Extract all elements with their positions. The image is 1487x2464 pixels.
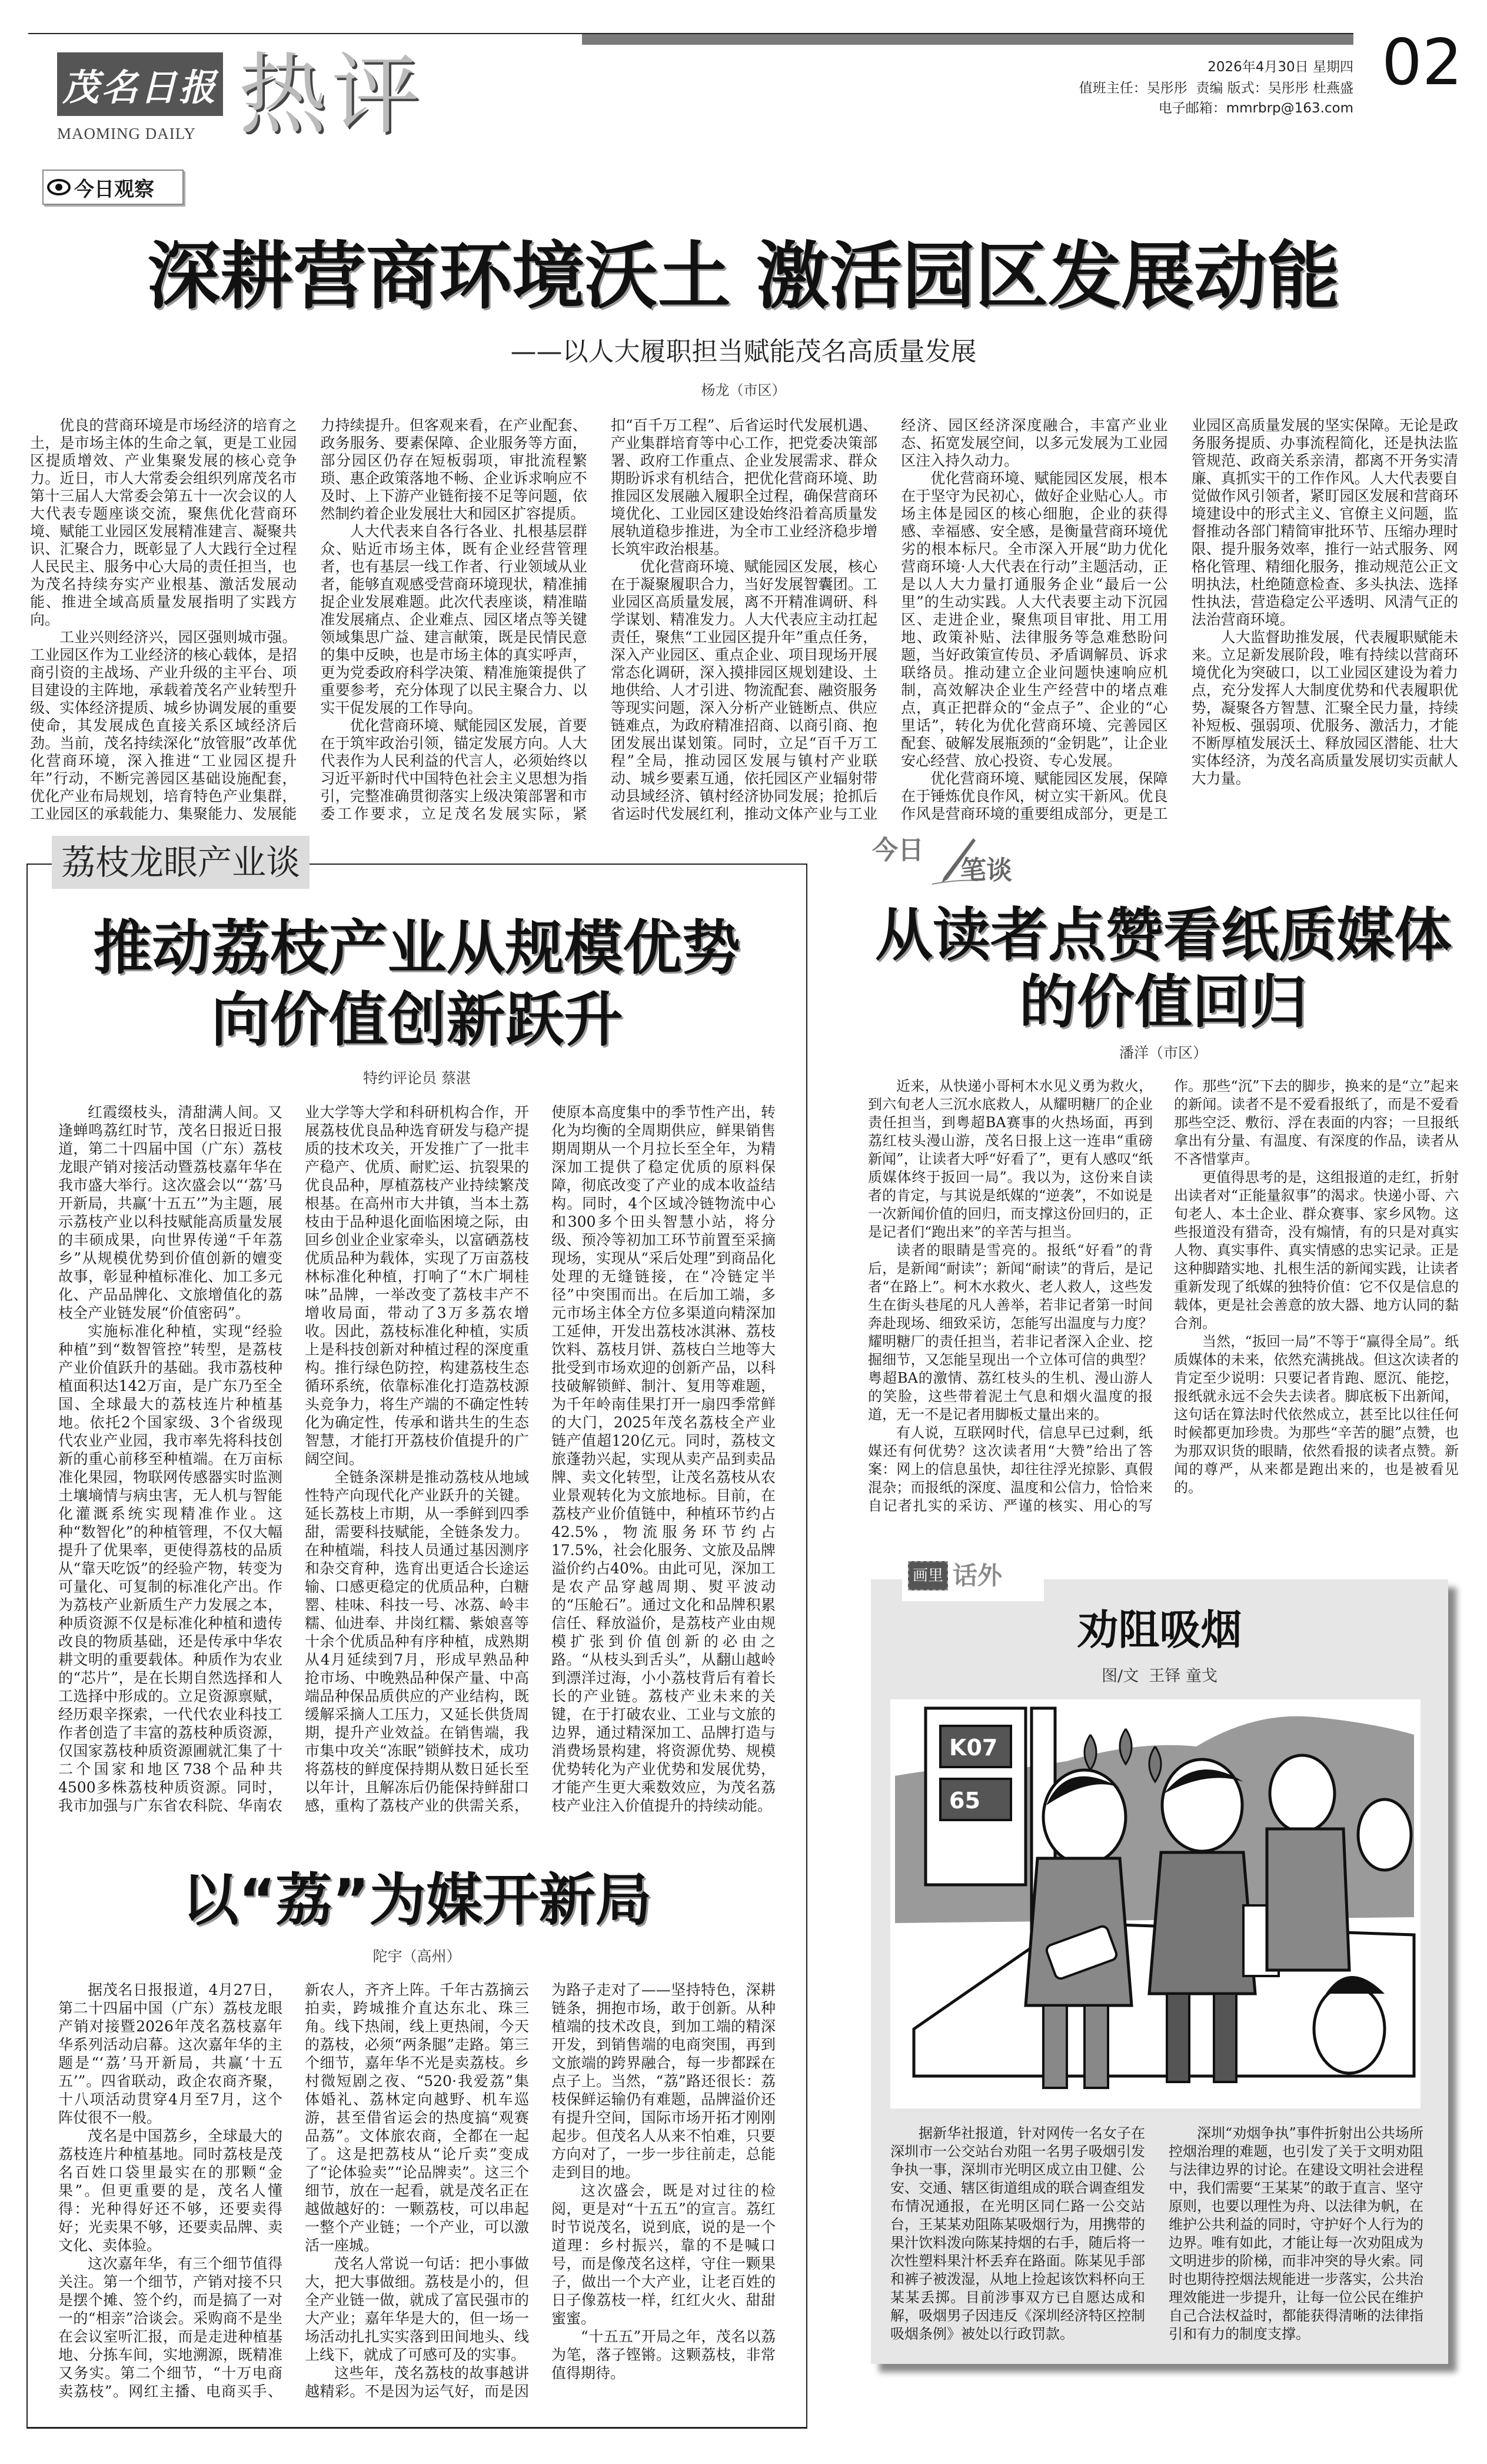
badge-text: 今日观察 [74, 177, 154, 201]
badge-text-1: 画里 [908, 1561, 948, 1590]
paragraph: 全链条深耕是推动荔枝从地域性特产向现代化产业跃升的关键。延长荔枝上市期，从一季鲜到四季甜，需要科技赋能，全链条发力。在种植端，科技人员通过基因测序和杂交育种，选育出更适合长途运输、口感更稳定的优质品种，白糖罂、桂味、科技一号、冰荔、岭丰糯、仙进奉、井岗红糯、紫娘喜等十余个优质品种有序种植，成熟期从4月延续到7月，形成早熟品种抢市场、中晚熟品种保产量、中高端品种保品质供应的产业结构，既缓解采摘人工压力，又延长供货周期，提升产业效益。在销售端，我市集中攻关“冻眠”锁鲜技术，成功将荔枝的鲜度保持期从数日延长至以年计，且解冻后仍能保持鲜甜口感，重构了荔枝产业的供需关系，使原本高度集中的季节性产出，转化为均衡的全周期供应，鲜果销售期周期从一个月拉长至全年，为精深加工提供了稳定优质的原料保障，彻底改变了产业的成本收益结构。同时，4个区域冷链物流中心和300多个田头智慧小站，将分级、预冷等初加工环节前置至采摘现场，实现从“采后处理”到商品化处理的无缝链接，在“冷链定半径”中突围而出。在后加工端，多元市场主体全方位多渠道向精深加工延伸，开发出荔枝冰淇淋、荔枝饮料、荔枝月饼、荔枝白兰地等大批受到市场欢迎的创新产品，以科技破解锁鲜、制汁、复用等难题，为千年岭南佳果打开一扇四季常鲜的大门，2025年茂名荔枝全产业链产值超120亿元。同时，荔枝文旅蓬勃兴起，实现从卖产品到卖品牌、卖文化转型，让茂名荔枝从农业景观转化为文旅地标。目前，在荔枝产业价值链中，种植环节约占42.5%，物流服务环节约占17.5%，社会化服务、文旅及品牌溢价约占40%。由此可见，深加工是农产品穿越周期、熨平波动的“压舱石”。通过文化和品牌积累信任、释放溢价，是荔枝产业由规模扩张到价值创新的必由之路。“从枝头到舌头”，从翻山越岭到漂洋过海，小小荔枝背后有着长长的产业链。荔枝产业未来的关键，在于打破农业、工业与文旅的边界，通过精深加工、品牌打造与消费场景构建，将资源优势、规模优势转化为产业优势和发展优势，才能产生更大乘数效应，为茂名荔枝产业注入价值提升的持续动能。 [305, 1104, 776, 1814]
cartoon-panel [871, 1579, 1448, 2364]
issue-date: 2026年4月30日 星期四 [1207, 59, 1353, 75]
newspaper-logo [57, 52, 223, 116]
essay-headline-line1: 从读者点赞看纸质媒体 [874, 902, 1452, 969]
lychee-headline-line2: 向价值创新跃升 [211, 985, 623, 1054]
lychee-section-frame [26, 864, 807, 2429]
editor-credits: 值班主任：吴彤彤 责编 版式：吴彤彤 杜燕盛 [1079, 81, 1353, 96]
section-label-lychee: 荔枝龙眼产业谈 [52, 836, 310, 889]
contact-email: 电子邮箱：mmrbrp@163.com [1158, 101, 1353, 116]
cartoon-commentary [890, 2124, 1423, 2343]
paragraph: 茂名是中国荔乡，全球最大的荔枝连片种植基地。同时荔枝是茂名百姓口袋里最实在的那颗“金果”。但更重要的是，茂名人懂得：光种得好还不够，还要卖得好；光卖果不够，还要卖品牌、卖文化、卖体验。 [58, 2127, 282, 2254]
cartoon-section [868, 1550, 1459, 2364]
header-bar [582, 34, 1353, 45]
eye-icon [47, 178, 71, 196]
paragraph: 据茂名日报报道，4月27日，第二十四届中国（广东）荔枝龙眼产销对接暨2026年茂名荔枝嘉年华系列活动启幕。这次嘉年华的主题是“‘荔’马开新局，共赢‘十五五’”。四省联动，政企农商齐聚，十八项活动贯穿4月至7月，这个阵仗很不一般。 [58, 1981, 282, 2126]
lychee-second-article-body [58, 1981, 776, 2400]
paragraph: 有人说，互联网时代，信息早已过剩，纸媒还有何优势？这次读者用“大赞”给出了答案：网上的信息虽快，却往往浮光掠影、真假混杂；而报纸的深度、温度和公信力，恰恰来自记者扎实的采访、严谨的核实、用心的写作。那些“沉”下去的脚步，换来的是“立”起来的新闻。读者不是不爱看报纸了，而是不爱看那些空泛、敷衍、浮在表面的内容；一旦报纸拿出有分量、有温度、有深度的作品，读者从不吝惜掌声。 [868, 1078, 1459, 1514]
main-byline: 杨龙（市区） [701, 382, 786, 399]
paragraph: 优化营商环境、赋能园区发展，根本在于坚守为民初心，做好企业贴心人。市场主体是园区的核心细胞，企业的获得感、幸福感、安全感，是衡量营商环境优劣的根本标尺。全市深入开展“助力优化营商环境·人大代表在行动”主题活动，正是以人大力量打通服务企业“最后一公里”的生动实践。人大代表要主动下沉园区、走进企业，聚焦项目审批、用工用地、政策补贴、法律服务等急难愁盼问题，当好政策宣传员、矛盾调解员、诉求联络员。推动建立企业问题快速响应机制，高效解决企业生产经营中的堵点难点，真正把群众的“金点子”、企业的“心里话”，转化为优化营商环境、完善园区配套、破解发展瓶颈的“金钥匙”，让企业安心经营、放心投资、专心发展。 [901, 470, 1168, 769]
section-title: 热评 [238, 44, 425, 147]
paragraph: 优化营商环境、赋能园区发展，首要在于筑牢政治引领，锚定发展方向。人大代表作为人民利益的代言人，必须始终以习近平新时代中国特色社会主义思想为指引，完整准确贯彻落实上级决策部署和市委工作要求，立足茂名发展实际，紧扣“百千万工程”、后省运时代发展机遇、产业集群培育等中心工作，把党委决策部署、政府工作重点、企业发展需求、群众期盼诉求有机结合，把优化营商环境、助推园区发展融入履职全过程，确保营商环境优化、工业园区建设始终沿着高质量发展轨道稳步推进，为全市工业经济稳步增长筑牢政治根基。 [320, 417, 878, 822]
lychee-article-body [58, 1103, 776, 1815]
paragraph: 优良的营商环境是市场经济的培育之土，是市场主体的生命之氧，更是工业园区提质增效、产业集聚发展的核心竞争力。近日，市人大常委会组织列席茂名市第十三届人大常委会第五十一次会议的人大代表专题座谈交流，聚焦优化营商环境、赋能工业园区发展精准建言、凝聚共识、汇聚合力，既彰显了人大践行全过程人民民主、服务中心大局的责任担当，也为茂名持续夯实产业根基、激活发展动能、推进全域高质量发展指明了实践方向。 [30, 417, 297, 628]
lychee-byline: 特约评论员 蔡湛 [363, 1070, 471, 1087]
paragraph: 近来，从快递小哥柯木水见义勇为救火，到六旬老人三沉水底救人，从耀明糖厂的企业责任担当，到粤超BA赛事的火热场面，再到荔红枝头漫山游，茂名日报上这一连串“重磅新闻”，让读者大呼“好看了”，更有人感叹“纸质媒体终于扳回一局”。我以为，这份来自读者的肯定，与其说是纸媒的“逆袭”，不如说是一次新闻价值的回归，而支撑这份回归的，正是记者们“跑出来”的辛苦与担当。 [868, 1078, 1153, 1240]
paragraph: 当然，“扳回一局”不等于“赢得全局”。纸质媒体的未来，依然充满挑战。但这次读者的肯定至少说明：只要记者肯跑、愿沉、能挖，报纸就永远不会失去读者。脚底板下出新闻，这句话在算法时代依然成立，甚至比以往任何时候都更加珍贵。为那些“辛苦的腿”点赞，也为那双识货的眼睛，依然看报的读者点赞。新闻的尊严，从来都是跑出来的，也是被看见的。 [1174, 1333, 1459, 1496]
lychee-second-headline: 以“荔”为媒开新局 [182, 1867, 652, 1933]
sign-text-number: 65 [949, 1788, 980, 1814]
essay-byline: 潘洋（市区） [1119, 1044, 1207, 1061]
paragraph: 读者的眼睛是雪亮的。报纸“好看”的背后，是新闻“耐读”；新闻“耐读”的背后，是记者“在路上”。柯木水救火、老人救人，这些发生在街头巷尾的凡人善举，若非记者第一时间奔赴现场、细致采访，怎能写出温度与力度？耀明糖厂的责任担当，若非记者深入企业、挖掘细节，又怎能呈现出一个立体可信的典型？粤超BA的激情、荔红枝头的生机、漫山游人的笑脸，这些带着泥土气息和烟火温度的报道，无一不是记者用脚板丈量出来的。 [868, 1242, 1153, 1423]
paragraph: 实施标准化种植，实现“经验种植”到“数智管控”转型，是荔枝产业价值跃升的基础。我市荔枝种植面积达142万亩，是广东乃至全国、全球最大的荔枝连片种植基地。依托2个国家级、3个省级现代农业产业园，我市率先将科技创新的重心前移至种植端。在万亩标准化果园，物联网传感器实时监测土壤墒情与病虫害，无人机与智能化灌溉系统实现精准作业。这种“数智化”的种植管理，不仅大幅提升了优果率，更使得荔枝的品质从“靠天吃饭”的经验产物，转变为可量化、可复制的标准化产出。作为荔枝产业新质生产力发展之本，种质资源不仅是标准化种植和遗传改良的物质基础，还是传承中华农耕文明的重要载体。种质作为农业的“芯片”，是在长期自然选择和人工选择中形成的。立足资源禀赋，经历艰辛探索，一代代农业科技工作者创造了丰富的荔枝种质资源，仅国家荔枝种质资源圃就汇集了十二个国家和地区738个品种共4500多株荔枝种质资源。同时，我市加强与广东省农科院、华南农业大学等大学和科研机构合作，开展荔枝优良品种选育研发与稳产提质的技术攻关，开发推广了一批丰产稳产、优质、耐贮运、抗裂果的优良品种，厚植荔枝产业持续繁茂根基。在高州市大井镇，当本土荔枝由于品种退化面临困境之际，由回乡创业企业家牵头，以富硒荔枝优质品种为载体，实现了万亩荔枝林标准化种植，打响了“木广垌桂味”品牌，一举改变了荔枝丰产不增收局面，带动了3万多荔农增收。因此，荔枝标准化种植，实质上是科技创新对种植过程的深度重构。推行绿色防控，构建荔枝生态循环系统，依靠标准化打造荔枝源头竞争力，将生产端的不确定性转化为确定性，传承和谐共生的生态智慧，才能打开荔枝价值提升的广阔空间。 [58, 1104, 529, 1814]
column-badge-today-observation [42, 170, 184, 205]
paragraph: 这些年，茂名荔枝的故事越讲越精彩。不是因为运气好，而是因为路子走对了——坚持特色，深耕链条，拥抱市场，敢于创新。从种植端的技术改良，到加工端的精深开发，到销售端的电商突围，再到文旅端的跨界融合，每一步都踩在点子上。当然，“荔”路还很长：荔枝保鲜运输仍有难题，品牌溢价还有提升空间，国际市场开拓才刚刚起步。但茂名人从来不怕难，只要方向对了，一步一步往前走，总能走到目的地。 [305, 1981, 776, 2400]
logo-english: MAOMING DAILY [57, 125, 197, 142]
lychee-second-byline: 陀宇（高州） [372, 1948, 461, 1965]
paragraph: 这次盛会，既是对过往的检阅，更是对“十五五”的宣言。荔红时节说茂名，说到底，说的是一个道理：乡村振兴，靠的不是喊口号，而是像茂名这样，守住一颗果子，做出一个大产业，让老百姓的日子像荔枝一样，红红火火、甜甜蜜蜜。 [551, 2182, 776, 2327]
column-badge-cartoon [902, 1550, 1044, 1601]
badge-text-2: 话外 [953, 1561, 1003, 1590]
cartoon-illustration [890, 1699, 1421, 2108]
badge-text-1: 今日 [872, 835, 924, 865]
paragraph: 工业兴则经济兴，园区强则城市强。工业园区作为工业经济的核心载体，是招商引资的主战场、产业升级的主平台、项目建设的主阵地，承载着茂名产业转型升级、实体经济提质、城乡协调发展的重要使命，其发展成色直接关系区域经济后劲。当前，茂名持续深化“放管服”改革优化营商环境，深入推进“工业园区提升年”行动，不断完善园区基础设施配套，优化产业布局规划，培育特色产业集群，工业园区的承载能力、集聚能力、发展能力持续提升。但客观来看，在产业配套、政务服务、要素保障、企业服务等方面，部分园区仍存在短板弱项，审批流程繁琐、惠企政策落地不畅、企业诉求响应不及时、上下游产业链衔接不足等问题，依然制约着企业发展壮大和园区扩容提质。 [30, 417, 587, 822]
essay-body [868, 1077, 1459, 1515]
sign-text-route: K07 [949, 1735, 998, 1761]
paragraph: 茂名人常说一句话：把小事做大，把大事做细。荔枝是小的，但全产业链一做，就成了富民强市的大产业；嘉年华是大的，但一场一场活动扎扎实实落到田间地头、线上线下，就成了可感可及的实事。 [305, 2255, 529, 2363]
page-number: 02 [1382, 26, 1463, 99]
paragraph: 深圳“劝烟争执”事件折射出公共场所控烟治理的难题，也引发了关于文明劝阻与法律边界的讨论。在建设文明社会进程中，我们需要“王某某”的敢于直言、坚守原则，也要以理性为舟、以法律为帆，在维护公共利益的同时，守护好个人行为的边界。唯有如此，才能让每一次劝阻成为文明进步的阶梯，而非冲突的导火索。同时也期待控烟法规能进一步落实，公共治理效能进一步提升，让每一位公民在维护自己合法权益时，都能获得清晰的法律指引和有力的制度支撑。 [1169, 2125, 1423, 2342]
right-column [868, 836, 1459, 2364]
paragraph: 据新华社报道，针对网传一名女子在深圳市一公交站台劝阻一名男子吸烟引发争执一事，深圳市光明区成立由卫健、公安、交通、辖区街道组成的联合调查组发布情况通报，在光明区同仁路一公交站台，王某某劝阻陈某吸烟行为，用携带的果汁饮料泼向陈某持烟的右手，随后将一次性塑料果汁杯丢弃在路面。陈某见手部和裤子被泼湿，从地上捡起该饮料杯向王某某丢掷。目前涉事双方已自愿达成和解，吸烟男子因违反《深圳经济特区控制吸烟条例》被处以行政罚款。 [890, 2125, 1145, 2342]
badge-text-2: 笔谈 [960, 855, 1012, 885]
cartoon-title: 劝阻吸烟 [1077, 1606, 1242, 1654]
lychee-section [26, 836, 807, 2429]
main-subtitle: ——以人大履职担当赋能茂名高质量发展 [510, 337, 977, 367]
essay-headline-line2: 的价值回归 [1019, 969, 1308, 1036]
column-badge-today-essay [872, 836, 1019, 886]
paragraph: 这次嘉年华，有三个细节值得关注。第一个细节，产销对接不只是摆个摊、签个约，而是搞了一对一的“相亲”洽谈会。采购商不是坐在会议室听汇报，而是走进种植基地、分拣车间，实地溯源，既精准又务实。第二个细节，“十万电商卖荔枝”。网红主播、电商买手、新农人，齐齐上阵。千年古荔摘云拍卖，跨城推介直达东北、珠三角。线下热闹，线上更热闹，今天的荔枝，必须“两条腿”走路。第三个细节，嘉年华不光是卖荔枝。乡村微短剧之夜、“520·我爱荔”集体婚礼、荔林定向越野、机车巡游，甚至借省运会的热度搞“观赛品荔”。文体旅农商，全都在一起了。这是把荔枝从“论斤卖”变成了“论体验卖”“论品牌卖”。这三个细节，放在一起看，就是茂名正在越做越好的：一颗荔枝，可以串起一整个产业链；一个产业，可以激活一座城。 [58, 1981, 529, 2400]
lychee-headline-line1: 推动荔枝产业从规模优势 [93, 914, 741, 982]
paragraph: 人大监督助推发展，代表履职赋能未来。立足新发展阶段，唯有持续以营商环境优化为突破口，以工业园区建设为着力点，充分发挥人大制度优势和代表履职优势，凝聚各方智慧、汇聚全民力量，持续补短板、强弱项、优服务、激活力，才能不断厚植发展沃土、释放园区潜能、壮大实体经济，为茂名高质量发展切实贡献人大力量。 [1191, 629, 1458, 787]
paragraph: 更值得思考的是，这组报道的走红，折射出读者对“正能量叙事”的渴求。快递小哥、六旬老人、本土企业、群众赛事、家乡风物。这些报道没有猎奇，没有煽情，有的只是对真实人物、真实事件、真实情感的忠实记录。正是这种脚踏实地、扎根生活的新闻实践，让读者重新发现了纸媒的独特价值：它不仅是信息的载体，更是社会善意的放大器、地方认同的黏合剂。 [1174, 1169, 1459, 1331]
logo-text: 茂名日报 [62, 65, 218, 109]
paragraph: 优化营商环境、赋能园区发展，核心在于凝聚履职合力，当好发展智囊团。工业园区高质量发展，离不开精准调研、科学谋划、精准发力。人大代表应主动扛起责任，聚焦“工业园区提升年”重点任务，深入产业园区、重点企业、项目现场开展常态化调研，深入摸排园区规划建设、土地供给、人才引进、物流配套、融资服务等现实问题，深入分析产业链断点、供应链难点，为政府精准招商、以商引商、抱团发展出谋划策。同时，立足“百千万工程”全局，推动园区发展与镇村产业联动、城乡要素互通，依托园区产业辐射带动县域经济、镇村经济协同发展；抢抓后省运时代发展红利，推动文体产业与工业经济、园区经济深度融合，丰富产业业态、拓宽发展空间，以多元发展为工业园区注入持久动力。 [610, 417, 1168, 822]
cartoon-credit: 图/文 王铎 童戈 [1102, 1667, 1217, 1685]
paragraph: 红霞缀枝头，清甜满人间。又逢蝉鸣荔红时节，茂名日报近日报道，第二十四届中国（广东）荔枝龙眼产销对接活动暨荔枝嘉年华在我市盛大举行。这次盛会以“‘荔’马开新局，共赢‘十五五’”为主题，展示荔枝产业以科技赋能高质量发展的丰硕成果，向世界传递“千年荔乡”从规模优势到价值创新的嬗变故事，彰显种植标准化、加工多元化、产品品牌化、文旅增值化的荔枝全产业链发展“价值密码”。 [58, 1104, 282, 1321]
paragraph: 优化营商环境、赋能园区发展，保障在于锤炼优良作风，树立实干新风。优良作风是营商环境的重要组成部分，更是工业园区高质量发展的坚实保障。无论是政务服务提质、办事流程简化，还是执法监管规范、政商关系亲清，都离不开务实清廉、真抓实干的工作作风。人大代表要自觉做作风引领者，紧盯园区发展和营商环境建设中的形式主义、官僚主义问题，监督推动各部门精简审批环节、压缩办理时限、提升服务效率，推行一站式服务、网格化管理、精细化服务，推动规范公正文明执法，杜绝随意检查、多头执法、选择性执法，营造稳定公平透明、风清气正的法治营商环境。 [901, 417, 1458, 822]
paragraph: 人大代表来自各行各业、扎根基层群众、贴近市场主体，既有企业经营管理者，也有基层一线工作者、行业领域从业者，能够直观感受营商环境现状，精准捕捉企业发展难题。此次代表座谈，精准瞄准发展痛点、企业难点、园区堵点等关键领域集思广益、建言献策，既是民情民意的集中反映，也是市场主体的真实呼声，更为党委政府科学决策、精准施策提供了重要参考，充分体现了以民主聚合力、以实干促发展的工作导向。 [320, 523, 587, 716]
lower-row [0, 836, 1487, 2429]
main-article-body [30, 417, 1458, 823]
main-headline: 深耕营商环境沃土 激活园区发展动能 [147, 234, 1340, 319]
paragraph: “十五五”开局之年，茂名以荔为笔，落子铿锵。这颗荔枝，非常值得期待。 [551, 2328, 776, 2382]
